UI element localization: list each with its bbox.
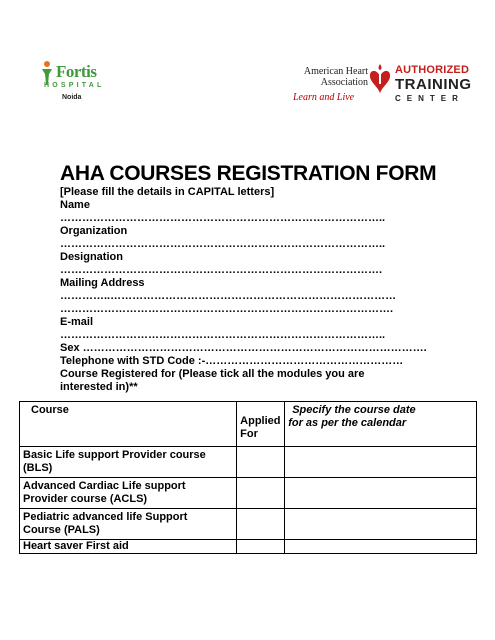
course-date-header: Specify the course date for as per the calendar <box>285 402 477 447</box>
aha-training-center-logo <box>283 62 483 112</box>
applied-for-header: Applied For <box>237 402 285 447</box>
heart-torch-icon <box>369 64 391 100</box>
applied-checkbox-cell[interactable] <box>237 509 285 540</box>
aha-authorized-text: AUTHORIZED <box>395 64 470 76</box>
aha-center-text: CENTER <box>395 94 464 103</box>
applied-checkbox-cell[interactable] <box>237 478 285 509</box>
telephone-field[interactable]: Telephone with STD Code :-……………………………………………… <box>60 355 404 367</box>
form-title: AHA COURSES REGISTRATION FORM <box>60 162 437 185</box>
name-field[interactable]: …………………………………………………………………………….. <box>60 212 386 224</box>
sex-field[interactable]: Sex …………………………………………………………………………………. <box>60 342 427 354</box>
course-date-cell[interactable] <box>285 540 477 554</box>
table-row <box>20 509 477 540</box>
table-row <box>20 540 477 554</box>
mailing-address-label: Mailing Address <box>60 277 145 289</box>
course-registered-label: Course Registered for (Please tick all the modules you are <box>60 368 365 380</box>
course-cell: Advanced Cardiac Life support Provider course (ACLS) <box>20 478 237 509</box>
email-field[interactable]: …………………………………………………………………………….. <box>60 329 386 341</box>
applied-checkbox-cell[interactable] <box>237 540 285 554</box>
course-cell: Pediatric advanced life Support Course (PALS) <box>20 509 237 540</box>
fortis-hospital-logo <box>40 60 140 110</box>
form-instruction: [Please fill the details in CAPITAL letters] <box>60 186 275 198</box>
course-cell: Heart saver First aid <box>20 540 237 554</box>
organization-field[interactable]: …………………………………………………………………………….. <box>60 238 386 250</box>
table-header-row <box>20 402 477 447</box>
mailing-address-field-1[interactable]: …………..…………………………………………………………………… <box>60 290 397 302</box>
course-cell: Basic Life support Provider course (BLS) <box>20 447 237 478</box>
email-label: E-mail <box>60 316 94 328</box>
designation-field[interactable]: ……………………………………………………………………………. <box>60 264 383 276</box>
course-date-cell[interactable] <box>285 478 477 509</box>
aha-tagline: Learn and Live <box>293 92 355 103</box>
table-row <box>20 447 477 478</box>
fortis-name: Fortis <box>56 62 97 81</box>
name-label: Name <box>60 199 90 211</box>
designation-label: Designation <box>60 251 123 263</box>
course-registered-note: interested in)** <box>60 381 138 393</box>
course-date-cell[interactable] <box>285 447 477 478</box>
organization-label: Organization <box>60 225 128 237</box>
aha-training-text: TRAINING <box>395 76 472 93</box>
aha-name: American Heart Association <box>303 66 368 88</box>
fortis-city: Noida <box>62 94 82 101</box>
course-header: Course <box>20 402 237 447</box>
course-table <box>19 401 477 554</box>
course-date-cell[interactable] <box>285 509 477 540</box>
table-row <box>20 478 477 509</box>
mailing-address-field-2[interactable]: ………………………………………………………………………………. <box>60 303 394 315</box>
applied-checkbox-cell[interactable] <box>237 447 285 478</box>
fortis-hospital-text: HOSPITAL <box>44 82 105 89</box>
